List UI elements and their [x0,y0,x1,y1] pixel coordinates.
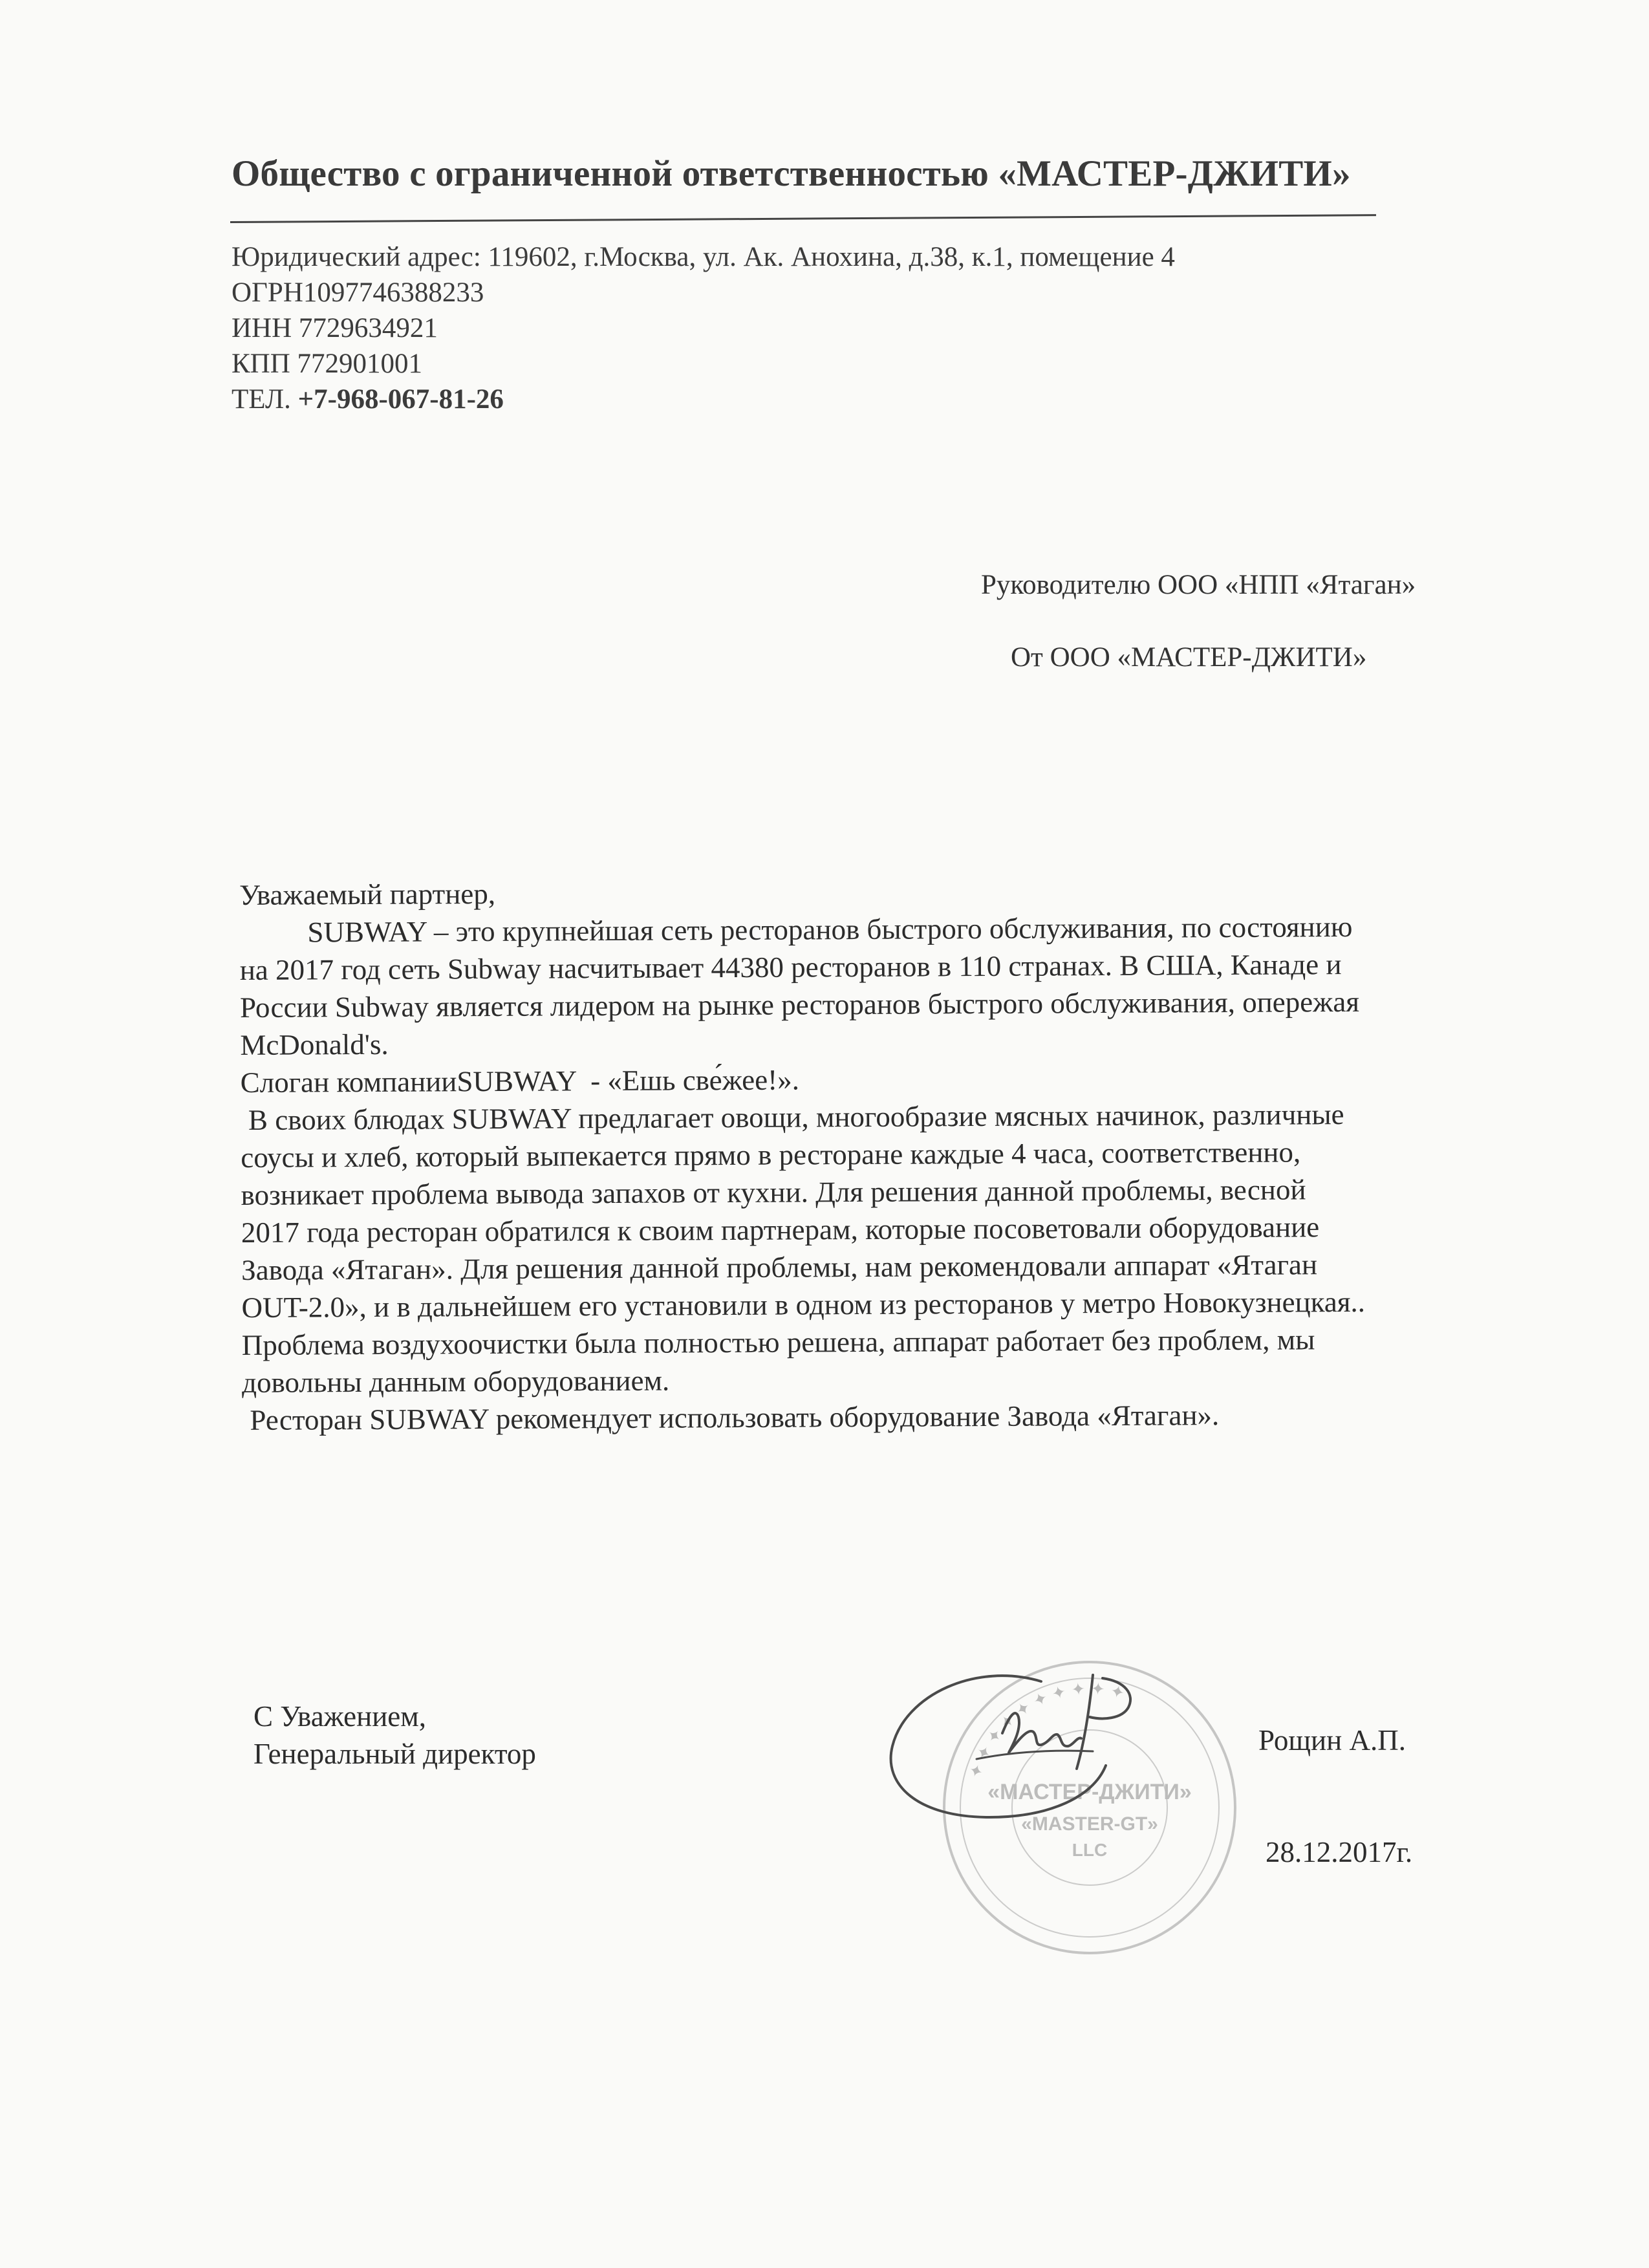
greeting: Уважаемый партнер, [239,877,496,911]
body-line: SUBWAY – это крупнейшая сеть ресторанов быстрого обслуживания, по состоянию [307,910,1353,949]
letter-body [239,870,1366,1439]
body-line: McDonald's. [240,1028,389,1061]
sender: От ООО «МАСТЕР-ДЖИТИ» [1011,642,1367,673]
body-line: Проблема воздухоочистки была полностью решена, аппарат работает без проблем, мы [241,1323,1315,1361]
body-line: OUT-2.0», и в дальнейшем его установили в одном из ресторанов у метро Новокузнецкая.. [241,1285,1366,1324]
slogan-line: Слоган компанииSUBWAY - «Ешь све́жее!». [240,1063,800,1099]
kpp: КПП 772901001 [232,349,423,379]
legal-address: Юридический адрес: 119602, г.Москва, ул. Ак. Анохина, д.38, к.1, помещение 4 [232,242,1175,272]
body-line: возникает проблема вывода запахов от кухни. Для решения данной проблемы, весной [241,1173,1306,1211]
stamp-line-1: «МАСТЕР-ДЖИТИ» [987,1780,1192,1804]
closing-block [253,1698,536,1773]
body-line: В своих блюдах SUBWAY предлагает овощи, многообразие мясных начинок, различные [248,1098,1344,1136]
phone-value: +7-968-067-81-26 [297,384,504,415]
stamp-line-3: LLC [1072,1840,1108,1860]
inn: ИНН 7729634921 [232,313,438,343]
phone-label: ТЕЛ. [232,384,298,415]
company-name: Общество с ограниченной ответственностью «МАСТЕР-ДЖИТИ» [232,153,1351,194]
handwritten-signature [879,1656,1151,1830]
body-line: довольны данным оборудованием. [241,1364,670,1399]
signer-name: Рощин А.П. [1258,1724,1406,1756]
recommendation-line: Ресторан SUBWAY рекомендует использовать оборудование Завода «Ятаган». [250,1399,1220,1436]
regards: С Уважением, [253,1700,427,1733]
signer-position: Генеральный директор [253,1738,536,1770]
ogrn: ОГРН1097746388233 [232,277,484,308]
body-line: России Subway является лидером на рынке ресторанов быстрого обслуживания, опережая [239,985,1360,1024]
body-line: соусы и хлеб, который выпекается прямо в ресторане каждые 4 часа, соответственно, [241,1136,1301,1174]
body-line: 2017 года ресторан обратился к своим партнерам, которые посоветовали оборудование [241,1211,1320,1249]
company-requisites [232,239,1175,417]
body-line: Завода «Ятаган». Для решения данной проблемы, нам рекомендовали аппарат «Ятаган [241,1248,1318,1286]
body-line: на 2017 год сеть Subway насчитывает 44380 ресторанов в 110 странах. В США, Канаде и [239,948,1342,986]
letter-date: 28.12.2017г. [1266,1836,1413,1868]
stamp-line-2: «MASTER-GT» [1021,1813,1158,1835]
stamp-outer-text: ✦ ✦ ✦ ✦ ✦ ✦ ✦ ✦ ✦ ✦ [965,1678,1127,1781]
header-divider [230,214,1376,223]
phone [232,382,1175,417]
addressee: Руководителю ООО «НПП «Ятаган» [981,570,1416,600]
